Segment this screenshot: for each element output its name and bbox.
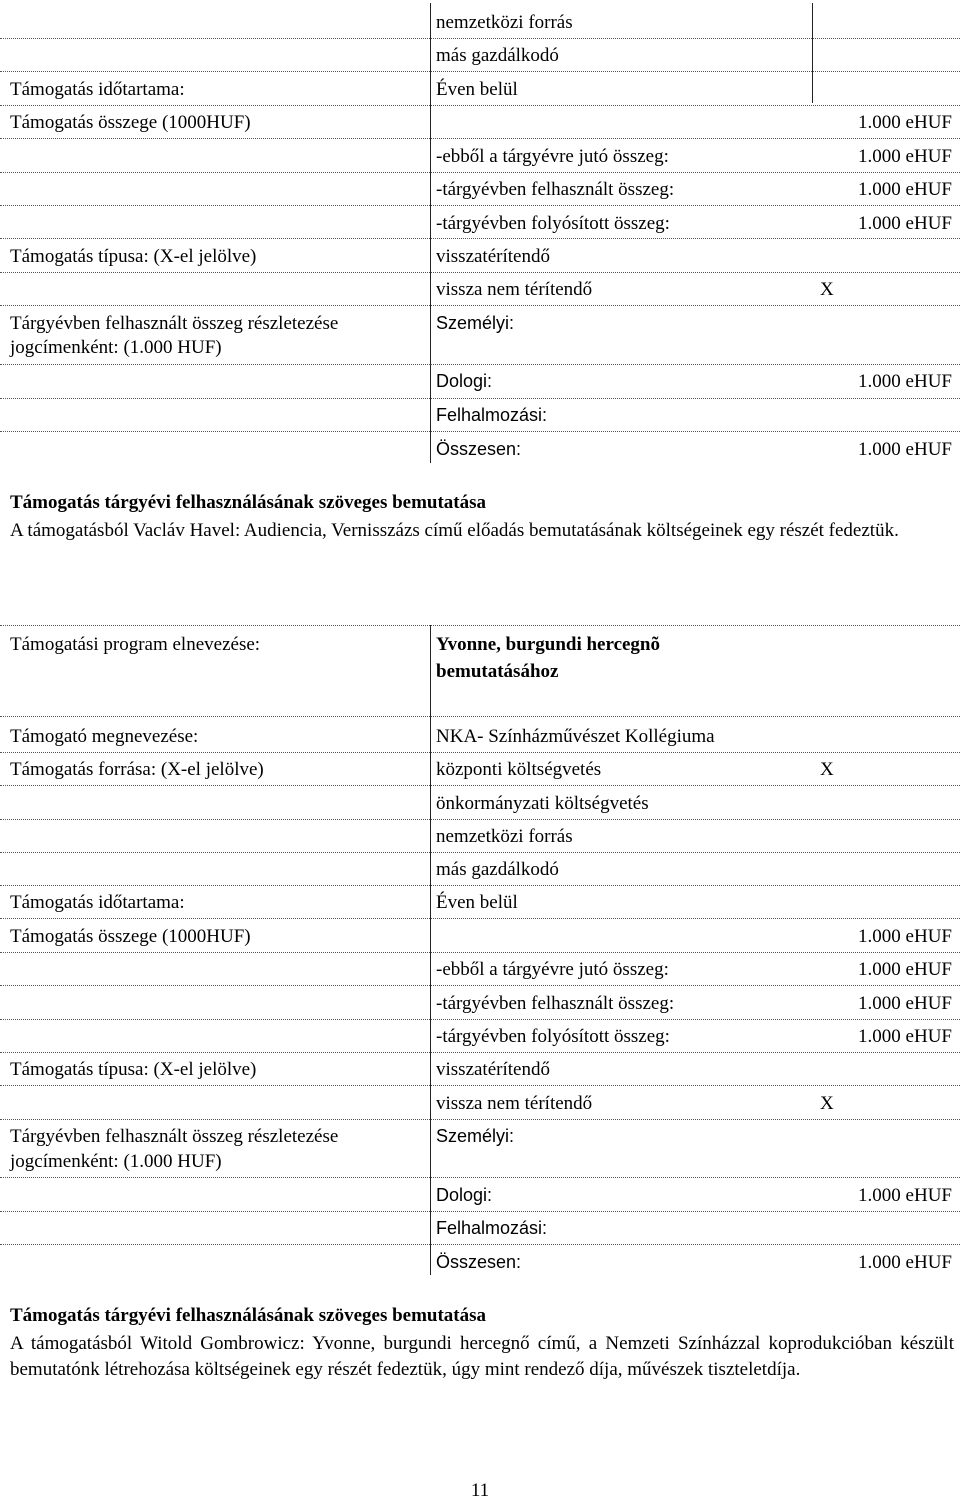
type-label: Támogatás típusa: (X-el jelölve) <box>10 246 257 267</box>
row-divider <box>0 952 960 953</box>
material-value: 1.000 eHUF <box>858 1185 952 1206</box>
row-divider <box>0 625 960 626</box>
sub-amount-value: 1.000 eHUF <box>858 213 952 234</box>
row-divider <box>0 71 960 72</box>
total-label: Összesen: <box>436 1252 522 1272</box>
personal-label: Személyi: <box>436 313 515 333</box>
row-divider <box>0 1019 960 1020</box>
description-title-1: Támogatás tárgyévi felhasználásának szöveges bemutatása <box>10 492 487 513</box>
row-divider <box>0 1211 960 1212</box>
program-label: Támogatási program elnevezése: <box>10 634 261 655</box>
source-option-intl: nemzetközi forrás <box>436 12 573 33</box>
total-label: Összesen: <box>436 439 522 459</box>
amount-value: 1.000 eHUF <box>858 926 952 947</box>
source-label: Támogatás forrása: (X-el jelölve) <box>10 759 264 780</box>
row-divider <box>0 431 960 432</box>
breakdown-label-line1: Tárgyévben felhasznált összeg részletezése <box>10 313 339 334</box>
row-divider <box>0 1085 960 1086</box>
source-option-other: más gazdálkodó <box>436 45 559 66</box>
type-refundable: visszatérítendő <box>436 1059 550 1080</box>
duration-value: Éven belül <box>436 79 518 100</box>
sub-amount-label: -tárgyévben felhasznált összeg: <box>436 179 675 200</box>
row-divider <box>0 138 960 139</box>
source-mark: X <box>820 759 834 780</box>
program-name-line1: Yvonne, burgundi hercegnõ <box>436 634 661 655</box>
row-divider <box>0 852 960 853</box>
sub-amount-label: -tárgyévben folyósított összeg: <box>436 1026 670 1047</box>
sub-amount-value: 1.000 eHUF <box>858 146 952 167</box>
material-label: Dologi: <box>436 371 493 391</box>
type-nonrefundable: vissza nem térítendő <box>436 1093 593 1114</box>
type-label: Támogatás típusa: (X-el jelölve) <box>10 1059 257 1080</box>
source-option-local: önkormányzati költségvetés <box>436 793 649 814</box>
row-divider <box>0 716 960 717</box>
description-title-2: Támogatás tárgyévi felhasználásának szöveges bemutatása <box>10 1305 487 1326</box>
row-divider <box>0 885 960 886</box>
source-option-central: központi költségvetés <box>436 759 602 780</box>
row-divider <box>0 238 960 239</box>
sub-amount-value: 1.000 eHUF <box>858 993 952 1014</box>
row-divider <box>0 205 960 206</box>
breakdown-label-line2: jogcímenként: (1.000 HUF) <box>10 337 222 358</box>
row-divider <box>0 172 960 173</box>
amount-label: Támogatás összege (1000HUF) <box>10 926 251 947</box>
supporter-value: NKA- Színházművészet Kollégiuma <box>436 726 715 747</box>
table-col-divider <box>430 3 431 463</box>
page-number: 11 <box>470 1480 490 1501</box>
row-divider <box>0 819 960 820</box>
duration-label: Támogatás időtartama: <box>10 79 185 100</box>
total-value: 1.000 eHUF <box>858 439 952 460</box>
table-col-divider <box>812 3 813 103</box>
breakdown-label-line1: Tárgyévben felhasznált összeg részletezése <box>10 1126 339 1147</box>
sub-amount-value: 1.000 eHUF <box>858 179 952 200</box>
row-divider <box>0 785 960 786</box>
sub-amount-label: -tárgyévben felhasznált összeg: <box>436 993 675 1014</box>
accum-label: Felhalmozási: <box>436 1218 548 1238</box>
row-divider <box>0 398 960 399</box>
source-option-other: más gazdálkodó <box>436 859 559 880</box>
sub-amount-label: -tárgyévben folyósított összeg: <box>436 213 670 234</box>
sub-amount-value: 1.000 eHUF <box>858 1026 952 1047</box>
row-divider <box>0 38 960 39</box>
row-divider <box>0 364 430 365</box>
sub-amount-value: 1.000 eHUF <box>858 959 952 980</box>
type-mark: X <box>820 279 834 300</box>
row-divider <box>0 1119 960 1120</box>
description-text-2: A támogatásból Witold Gombrowicz: Yvonne, burgundi hercegnő című, a Nemzeti Színházzal koprodukcióban készült bemutatónk létrehozása költségeinek egy részét fedeztük, úgy mint rendező díja, művészek tiszteletdíja. <box>10 1333 954 1380</box>
row-divider <box>0 305 960 306</box>
source-option-intl: nemzetközi forrás <box>436 826 573 847</box>
program-name-line2: bemutatásához <box>436 661 559 682</box>
type-nonrefundable: vissza nem térítendő <box>436 279 593 300</box>
row-divider <box>0 918 960 919</box>
accum-label: Felhalmozási: <box>436 405 548 425</box>
type-refundable: visszatérítendő <box>436 246 550 267</box>
row-divider <box>0 1177 960 1178</box>
row-divider <box>430 364 960 365</box>
material-label: Dologi: <box>436 1185 493 1205</box>
breakdown-label-line2: jogcímenként: (1.000 HUF) <box>10 1151 222 1172</box>
amount-value: 1.000 eHUF <box>858 112 952 133</box>
total-value: 1.000 eHUF <box>858 1252 952 1273</box>
row-divider <box>0 1052 960 1053</box>
row-divider <box>0 752 960 753</box>
row-divider <box>0 985 960 986</box>
type-mark: X <box>820 1093 834 1114</box>
amount-label: Támogatás összege (1000HUF) <box>10 112 251 133</box>
row-divider <box>0 105 960 106</box>
row-divider <box>0 1244 960 1245</box>
description-text-1: A támogatásból Vacláv Havel: Audiencia, Vernisszázs című előadás bemutatásának költségeinek egy részét fedeztük. <box>10 520 899 541</box>
row-divider <box>0 272 960 273</box>
duration-value: Éven belül <box>436 892 518 913</box>
material-value: 1.000 eHUF <box>858 371 952 392</box>
supporter-label: Támogató megnevezése: <box>10 726 199 747</box>
sub-amount-label: -ebből a tárgyévre jutó összeg: <box>436 146 669 167</box>
sub-amount-label: -ebből a tárgyévre jutó összeg: <box>436 959 669 980</box>
duration-label: Támogatás időtartama: <box>10 892 185 913</box>
personal-label: Személyi: <box>436 1126 515 1146</box>
